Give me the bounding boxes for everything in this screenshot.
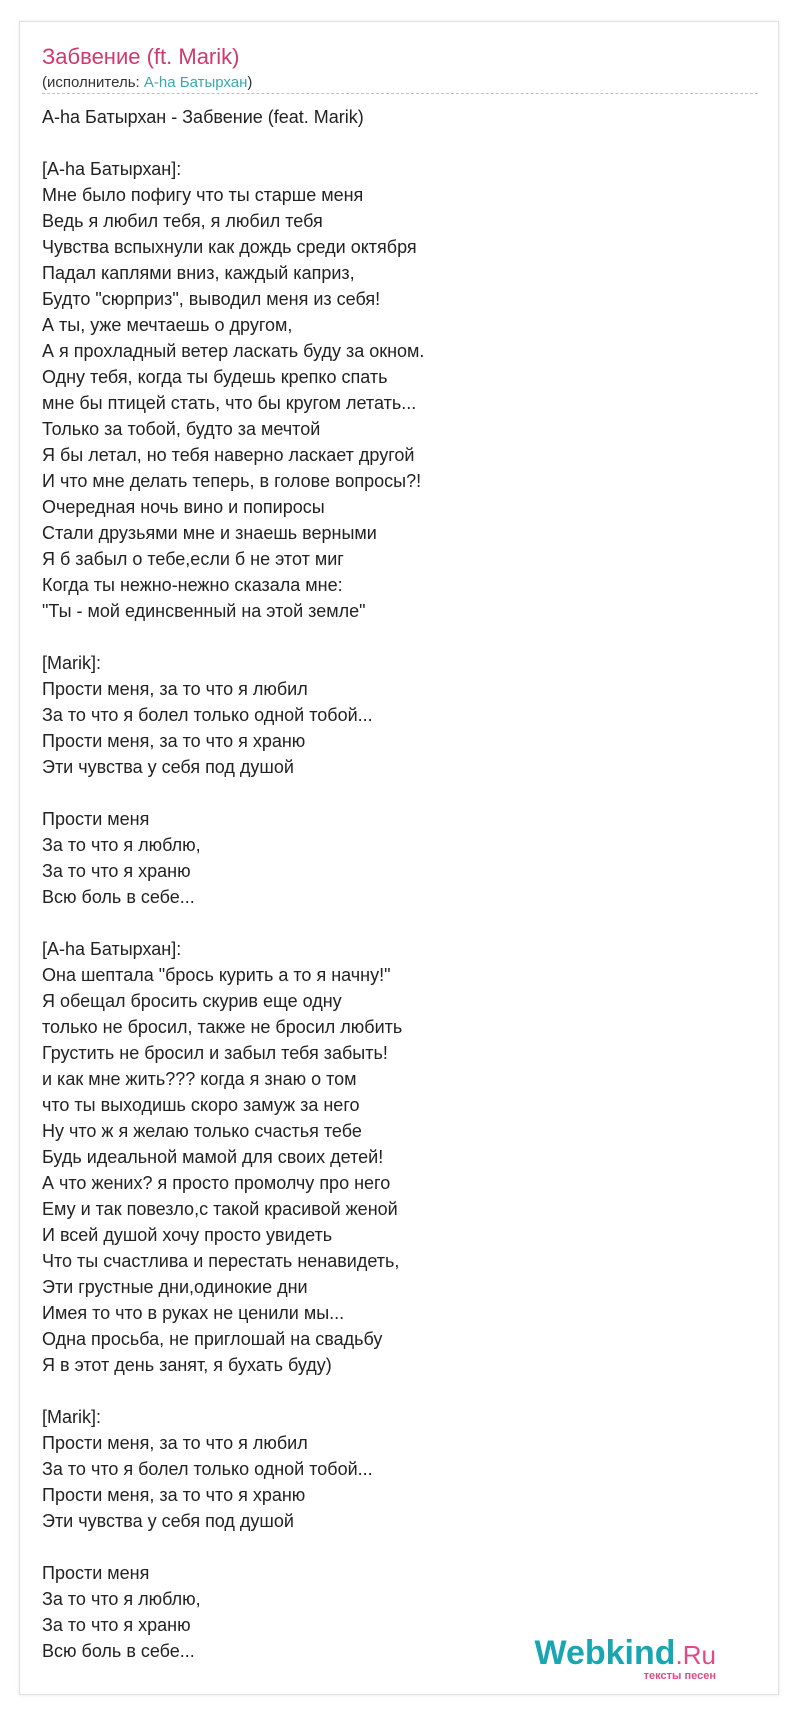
lyric-line: Прости меня	[42, 809, 150, 829]
lyric-line: За то что я болел только одной тобой...	[42, 705, 373, 725]
lyric-line: [Marik]:	[42, 1407, 102, 1427]
lyric-line: Будто "сюрприз", выводил меня из себя!	[42, 289, 381, 309]
lyric-line: Она шептала "брось курить а то я начну!"	[42, 965, 391, 985]
lyric-line: За то что я люблю,	[42, 835, 201, 855]
lyric-line: Я обещал бросить скурив еще одну	[42, 991, 342, 1011]
lyric-line: Падал каплями вниз, каждый каприз,	[42, 263, 355, 283]
lyric-line: За то что я храню	[42, 861, 191, 881]
lyric-line: Ведь я любил тебя, я любил тебя	[42, 211, 323, 231]
lyric-line: Эти чувства у себя под душой	[42, 757, 294, 777]
lyric-line: что ты выходишь скоро замуж за него	[42, 1095, 360, 1115]
blank-line	[42, 910, 758, 936]
webkind-logo[interactable]	[534, 1636, 716, 1672]
logo-name: Webkind	[534, 1634, 676, 1672]
header-divider	[42, 93, 758, 94]
lyric-line: А что жених? я просто промолчу про него	[42, 1173, 391, 1193]
blank-line	[42, 1378, 758, 1404]
lyric-line: Я бы летал, но тебя наверно ласкает другой	[42, 445, 415, 465]
lyric-line: Прости меня, за то что я храню	[42, 731, 306, 751]
blank-line	[42, 780, 758, 806]
lyric-line: Грустить не бросил и забыл тебя забыть!	[42, 1043, 388, 1063]
lyric-line: Стали друзьями мне и знаешь верными	[42, 523, 377, 543]
lyric-line: Я в этот день занят, я бухать буду)	[42, 1355, 332, 1375]
lyric-line: Эти чувства у себя под душой	[42, 1511, 294, 1531]
lyric-line: Чувства вспыхнули как дождь среди октября	[42, 237, 417, 257]
blank-line	[42, 1534, 758, 1560]
lyric-line: Ну что ж я желаю только счастья тебе	[42, 1121, 362, 1141]
lyric-line: [A-ha Батырхан]:	[42, 939, 182, 959]
lyric-line: и как мне жить??? когда я знаю о том	[42, 1069, 357, 1089]
logo-tld: .Ru	[675, 1640, 716, 1670]
lyric-line: Будь идеальной мамой для своих детей!	[42, 1147, 384, 1167]
lyric-line: Всю боль в себе...	[42, 1641, 195, 1661]
lyric-line: мне бы птицей стать, что бы кругом летать...	[42, 393, 417, 413]
lyric-line: А я прохладный ветер ласкать буду за окном.	[42, 341, 425, 361]
logo-tagline: тексты песен	[643, 1670, 716, 1682]
lyric-line: Прости меня, за то что я храню	[42, 1485, 306, 1505]
lyric-line: Мне было пофигу что ты старше меня	[42, 185, 364, 205]
artist-line	[42, 74, 252, 91]
lyric-line: Очередная ночь вино и попиросы	[42, 497, 325, 517]
lyric-line: Прости меня	[42, 1563, 150, 1583]
lyric-line: За то что я храню	[42, 1615, 191, 1635]
lyric-line: [A-ha Батырхан]:	[42, 159, 182, 179]
artist-suffix: )	[247, 74, 253, 91]
lyric-line: A-ha Батырхан - Забвение (feat. Marik)	[42, 107, 364, 127]
lyric-line: Только за тобой, будто за мечтой	[42, 419, 321, 439]
artist-prefix: (исполнитель:	[42, 74, 144, 91]
lyrics-page	[19, 21, 779, 1695]
lyric-line: Всю боль в себе...	[42, 887, 195, 907]
artist-link[interactable]: A-ha Батырхан	[143, 74, 248, 91]
lyric-line: Прости меня, за то что я любил	[42, 679, 308, 699]
lyric-line: только не бросил, также не бросил любить	[42, 1017, 403, 1037]
lyric-line: Я б забыл о тебе,если б не этот миг	[42, 549, 344, 569]
song-title: Забвение (ft. Marik)	[42, 44, 240, 69]
lyric-line: Имея то что в руках не ценили мы...	[42, 1303, 345, 1323]
lyric-line: За то что я люблю,	[42, 1589, 201, 1609]
lyric-line: А ты, уже мечтаешь о другом,	[42, 315, 293, 335]
blank-line	[42, 130, 758, 156]
lyric-line: Что ты счастлива и перестать ненавидеть,	[42, 1251, 400, 1271]
lyric-line: Одну тебя, когда ты будешь крепко спать	[42, 367, 388, 387]
lyric-line: И всей душой хочу просто увидеть	[42, 1225, 333, 1245]
lyric-line: [Marik]:	[42, 653, 102, 673]
lyric-line: И что мне делать теперь, в голове вопросы?!	[42, 471, 422, 491]
lyric-line: Прости меня, за то что я любил	[42, 1433, 308, 1453]
lyrics-text	[42, 104, 758, 1664]
blank-line	[42, 624, 758, 650]
lyric-line: За то что я болел только одной тобой...	[42, 1459, 373, 1479]
lyric-line: Эти грустные дни,одинокие дни	[42, 1277, 308, 1297]
lyric-line: Когда ты нежно-нежно сказала мне:	[42, 575, 343, 595]
lyric-line: Одна просьба, не приглошай на свадьбу	[42, 1329, 383, 1349]
lyric-line: Ему и так повезло,с такой красивой женой	[42, 1199, 398, 1219]
lyric-line: "Ты - мой единсвенный на этой земле"	[42, 601, 366, 621]
